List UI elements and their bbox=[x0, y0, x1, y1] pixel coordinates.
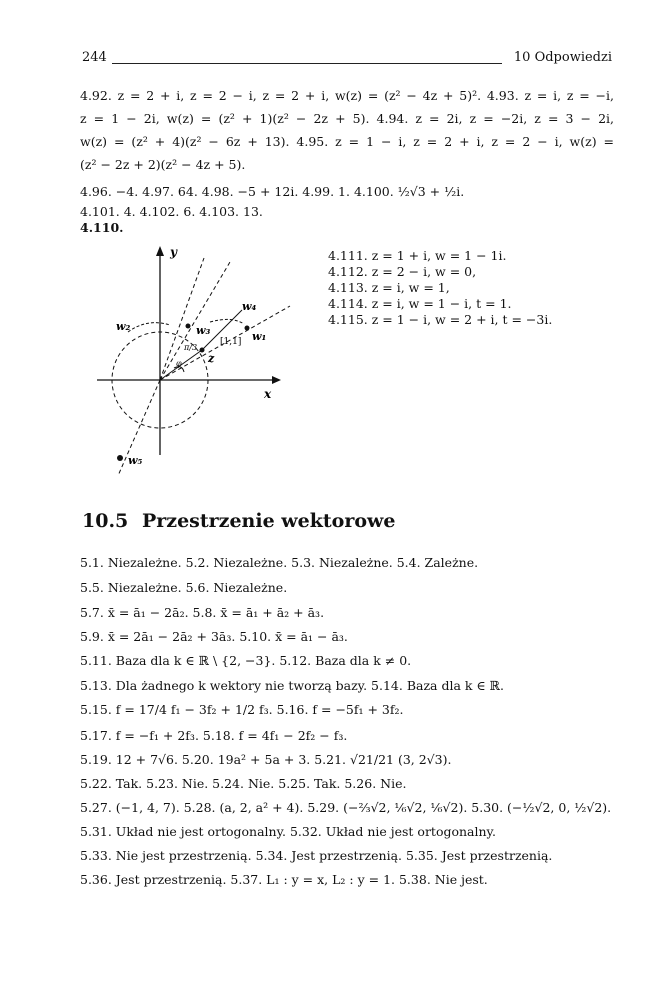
y-axis-arrow bbox=[156, 246, 164, 256]
label-angle: π/3 bbox=[184, 343, 198, 352]
answer-line: 5.27. (−1, 4, 7). 5.28. (a, 2, a² + 4). 5.29. (−⅔√2, ⅙√2, ⅙√2). 5.30. (−½√2, 0, ½√2). bbox=[80, 800, 612, 815]
answer-line: 4.96. −4. 4.97. 64. 4.98. −5 + 12i. 4.99. 1. 4.100. ½√3 + ½i. bbox=[80, 184, 465, 199]
point-z bbox=[200, 348, 205, 353]
side-answer: 4.112. z = 2 − i, w = 0, bbox=[328, 264, 477, 279]
chapter-title: 10 Odpowiedzi bbox=[513, 50, 612, 65]
page-number: 244 bbox=[82, 50, 107, 65]
answer-line: 5.7. x̄ = ā₁ − 2ā₂. 5.8. x̄ = ā₁ + ā₂ + ā₃. bbox=[80, 605, 325, 620]
complex-plane-figure bbox=[92, 240, 292, 475]
answer-line: 5.17. f = −f₁ + 2f₃. 5.18. f = 4f₁ − 2f₂ − f₃. bbox=[80, 728, 348, 743]
answer-line: w(z) = (z² + 4)(z² − 6z + 13). 4.95. z = 1 − i, z = 2 + i, z = 2 − i, w(z) = bbox=[80, 134, 614, 149]
point-w5 bbox=[117, 455, 123, 461]
answer-line: 4.101. 4. 4.102. 6. 4.103. 13. bbox=[80, 204, 263, 219]
x-axis-arrow bbox=[272, 376, 281, 384]
side-answer: 4.113. z = i, w = 1, bbox=[328, 280, 450, 295]
answer-line: 5.31. Układ nie jest ortogonalny. 5.32. Układ nie jest ortogonalny. bbox=[80, 824, 496, 839]
ray bbox=[160, 262, 230, 380]
label-w2: w₂ bbox=[116, 320, 131, 333]
side-answer: 4.111. z = 1 + i, w = 1 − 1i. bbox=[328, 248, 507, 263]
answer-line: 5.19. 12 + 7√6. 5.20. 19a² + 5a + 3. 5.21. √21/21 (3, 2√3). bbox=[80, 752, 452, 767]
section-number: 10.5 bbox=[82, 510, 129, 532]
answer-line: 5.1. Niezależne. 5.2. Niezależne. 5.3. Niezależne. 5.4. Zależne. bbox=[80, 555, 479, 570]
answer-line: 5.13. Dla żadnego k wektory nie tworzą bazy. 5.14. Baza dla k ∈ ℝ. bbox=[80, 678, 505, 693]
dashed-arc bbox=[128, 323, 170, 332]
page-header bbox=[82, 50, 612, 70]
label-w5: w₅ bbox=[128, 454, 143, 467]
answer-line: (z² − 2z + 2)(z² − 4z + 5). bbox=[80, 157, 246, 172]
answer-line: 5.36. Jest przestrzenią. 5.37. L₁ : y = x, L₂ : y = 1. 5.38. Nie jest. bbox=[80, 872, 488, 887]
label-z: z bbox=[208, 352, 215, 365]
label-w3: w₃ bbox=[196, 324, 211, 337]
label-w1: w₁ bbox=[252, 330, 267, 343]
ray bbox=[160, 258, 204, 380]
label-w4: w₄ bbox=[242, 300, 257, 313]
answer-line: 4.110. bbox=[80, 220, 124, 235]
section-title: Przestrzenie wektorowe bbox=[142, 510, 396, 532]
header-rule bbox=[112, 63, 502, 64]
dashed-arc bbox=[210, 319, 244, 324]
label-point: [1,1] bbox=[220, 337, 242, 347]
point-w3 bbox=[186, 324, 191, 329]
answer-line: 5.11. Baza dla k ∈ ℝ \ {2, −3}. 5.12. Baza dla k ≠ 0. bbox=[80, 653, 412, 668]
side-answer: 4.114. z = i, w = 1 − i, t = 1. bbox=[328, 296, 512, 311]
answer-line: 4.92. z = 2 + i, z = 2 − i, z = 2 + i, w(z) = (z² − 4z + 5)². 4.93. z = i, z = −i, bbox=[80, 88, 614, 103]
label-phi: φ bbox=[176, 359, 182, 368]
answer-line: 5.9. x̄ = 2ā₁ − 2ā₂ + 3ā₃. 5.10. x̄ = ā₁ − ā₃. bbox=[80, 629, 348, 644]
point-w1 bbox=[245, 326, 250, 331]
answer-line: 5.5. Niezależne. 5.6. Niezależne. bbox=[80, 580, 288, 595]
axis-x-label: x bbox=[264, 387, 272, 401]
axis-y-label: y bbox=[170, 245, 177, 259]
answer-line: 5.22. Tak. 5.23. Nie. 5.24. Nie. 5.25. Tak. 5.26. Nie. bbox=[80, 776, 407, 791]
answer-line: 5.15. f = 17/4 f₁ − 3f₂ + 1/2 f₃. 5.16. f = −5f₁ + 3f₂. bbox=[80, 702, 404, 717]
section-heading bbox=[82, 510, 395, 532]
answer-line: 5.33. Nie jest przestrzenią. 5.34. Jest przestrzenią. 5.35. Jest przestrzenią. bbox=[80, 848, 553, 863]
answer-line: z = 1 − 2i, w(z) = (z² + 1)(z² − 2z + 5). 4.94. z = 2i, z = −2i, z = 3 − 2i, bbox=[80, 111, 614, 126]
side-answer: 4.115. z = 1 − i, w = 2 + i, t = −3i. bbox=[328, 312, 553, 327]
